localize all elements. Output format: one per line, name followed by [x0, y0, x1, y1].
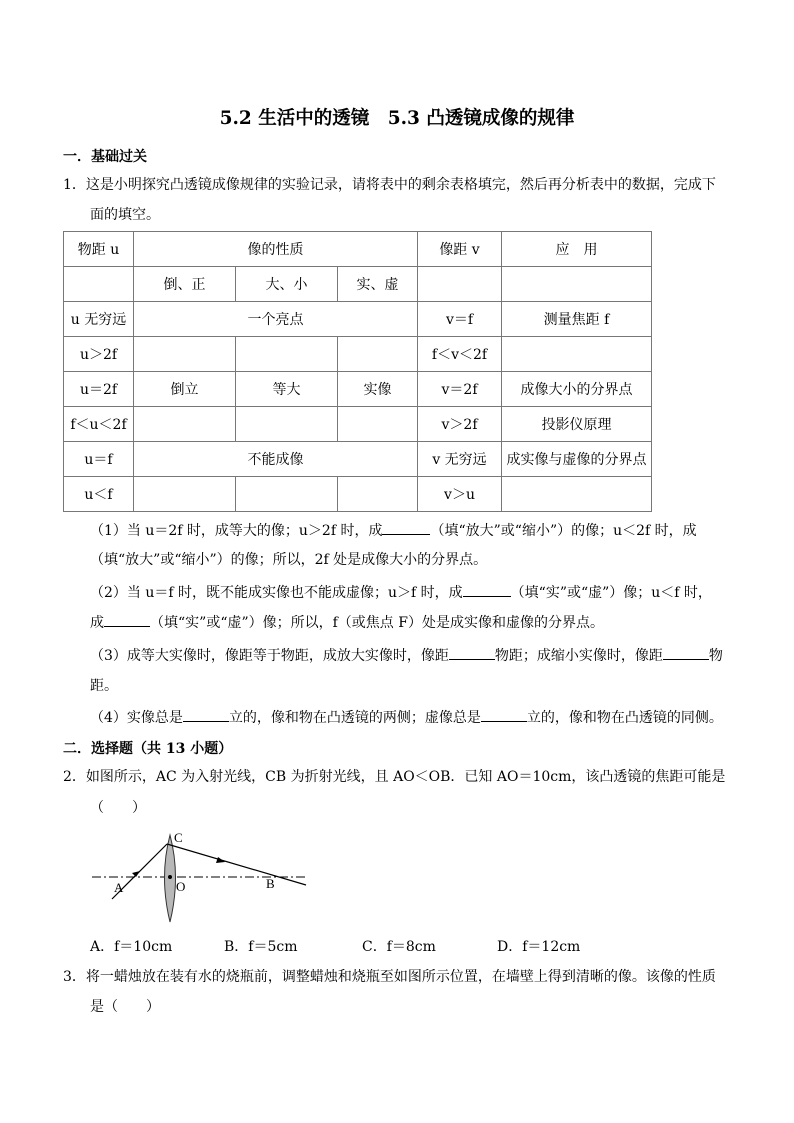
q2-text-line2: （ ） — [90, 800, 146, 816]
section-heading-basics: 一．基础过关 — [63, 149, 147, 165]
answer-blank[interactable] — [183, 707, 229, 722]
cell-realness-blank[interactable] — [338, 477, 418, 512]
table-cell — [418, 267, 502, 302]
table-row — [64, 302, 652, 337]
q3-text-line1: 3．将一蜡烛放在装有水的烧瓶前，调整蜡烛和烧瓶至如图所示位置，在墙壁上得到清晰的像。该像的性质 — [63, 969, 716, 985]
cell-v: f＜v＜2f — [418, 337, 502, 372]
label-o: O — [176, 879, 186, 894]
cell-app: 投影仪原理 — [502, 407, 652, 442]
q3-text-line2: 是（ ） — [90, 999, 160, 1015]
option-a[interactable]: A．f＝10cm — [90, 939, 173, 955]
text: 物 — [708, 648, 723, 664]
label-a: A — [114, 880, 124, 895]
answer-blank[interactable] — [463, 582, 511, 597]
text: 成 — [90, 615, 104, 631]
refracted-ray — [167, 844, 306, 885]
cell-u: u＝2f — [64, 372, 134, 407]
arrow-icon — [132, 871, 140, 877]
cell-size-blank[interactable] — [236, 477, 338, 512]
text: 立的，像和物在凸透镜的同侧。 — [526, 710, 723, 726]
option-c[interactable]: C．f＝8cm — [362, 939, 436, 955]
table-row — [64, 442, 652, 477]
q1-part2-line2 — [90, 612, 604, 633]
q1-part4 — [90, 707, 723, 728]
text: （填“实”或“虚”）像；所以，f（或焦点 F）处是成实像和虚像的分界点。 — [150, 615, 604, 631]
table-row — [64, 372, 652, 407]
lens-diagram — [88, 827, 318, 927]
cell-realness-blank[interactable] — [338, 337, 418, 372]
cell-u: f＜u＜2f — [64, 407, 134, 442]
q1-part3-line2: 距。 — [90, 678, 118, 694]
section-heading-choice: 二．选择题（共 13 小题） — [63, 741, 233, 757]
table-cell — [64, 267, 134, 302]
text: （4）实像总是 — [90, 710, 183, 726]
cell-orientation: 倒立 — [134, 372, 236, 407]
text: （1）当 u＝2f 时，成等大的像；u＞2f 时，成 — [90, 523, 383, 539]
header-orientation: 倒、正 — [134, 267, 236, 302]
answer-blank[interactable] — [663, 645, 709, 660]
page-title: 5.2 生活中的透镜 5.3 凸透镜成像的规律 — [219, 108, 575, 129]
cell-v: v＝f — [418, 302, 502, 337]
q1-text-line2: 面的填空。 — [90, 207, 160, 223]
cell-size-blank[interactable] — [236, 407, 338, 442]
answer-blank[interactable] — [481, 707, 527, 722]
cell-realness-blank[interactable] — [338, 407, 418, 442]
q1-part3-line1 — [90, 645, 723, 666]
q1-text-line1: 1．这是小明探究凸透镜成像规律的实验记录，请将表中的剩余表格填完，然后再分析表中的数据，完成下 — [63, 177, 716, 193]
cell-u: u＞2f — [64, 337, 134, 372]
header-image-nature: 像的性质 — [134, 232, 418, 267]
cell-app-blank[interactable] — [502, 477, 652, 512]
cell-orientation-blank[interactable] — [134, 407, 236, 442]
table-row — [64, 477, 652, 512]
cell-size-blank[interactable] — [236, 337, 338, 372]
text: （填“实”或“虚”）像；u＜f 时， — [510, 585, 712, 601]
table-row — [64, 407, 652, 442]
answer-blank[interactable] — [104, 612, 150, 627]
cell-v: v＞u — [418, 477, 502, 512]
arrow-icon — [216, 857, 225, 863]
option-d[interactable]: D．f＝12cm — [497, 939, 581, 955]
answer-blank[interactable] — [382, 520, 430, 535]
cell-realness: 实像 — [338, 372, 418, 407]
answer-blank[interactable] — [449, 645, 495, 660]
cell-merged: 不能成像 — [134, 442, 418, 477]
q1-part1-line2: （填“放大”或“缩小”）的像；所以，2f 处是成像大小的分界点。 — [90, 552, 488, 568]
cell-v: v＞2f — [418, 407, 502, 442]
cell-orientation-blank[interactable] — [134, 337, 236, 372]
cell-u: u＜f — [64, 477, 134, 512]
q1-part1-line1 — [90, 520, 697, 541]
header-image-distance: 像距 v — [418, 232, 502, 267]
option-b[interactable]: B．f＝5cm — [224, 939, 298, 955]
cell-u: u 无穷远 — [64, 302, 134, 337]
cell-app-blank[interactable] — [502, 337, 652, 372]
text: 立的，像和物在凸透镜的两侧；虚像总是 — [228, 710, 481, 726]
text: 物距；成缩小实像时，像距 — [494, 648, 663, 664]
cell-merged: 一个亮点 — [134, 302, 418, 337]
cell-app: 测量焦距 f — [502, 302, 652, 337]
q1-part2-line1 — [90, 582, 712, 603]
optical-center-dot — [168, 875, 172, 879]
cell-u: u＝f — [64, 442, 134, 477]
experiment-record-table — [63, 231, 652, 512]
text: （填“放大”或“缩小”）的像；u＜2f 时，成 — [430, 523, 697, 539]
text: （2）当 u＝f 时，既不能成实像也不能成虚像；u＞f 时，成 — [90, 585, 463, 601]
text: （3）成等大实像时，像距等于物距，成放大实像时，像距 — [90, 648, 449, 664]
table-cell — [502, 267, 652, 302]
cell-orientation-blank[interactable] — [134, 477, 236, 512]
cell-app: 成像大小的分界点 — [502, 372, 652, 407]
header-application: 应 用 — [502, 232, 652, 267]
cell-v: v 无穷远 — [418, 442, 502, 477]
header-object-distance: 物距 u — [64, 232, 134, 267]
cell-v: v＝2f — [418, 372, 502, 407]
table-row — [64, 337, 652, 372]
header-size: 大、小 — [236, 267, 338, 302]
label-c: C — [174, 830, 183, 845]
q2-text-line1: 2．如图所示，AC 为入射光线，CB 为折射光线，且 AO＜OB．已知 AO＝10cm，该凸透镜的焦距可能是 — [63, 769, 726, 785]
label-b: B — [266, 876, 275, 891]
cell-size: 等大 — [236, 372, 338, 407]
header-realness: 实、虚 — [338, 267, 418, 302]
cell-app: 成实像与虚像的分界点 — [502, 442, 652, 477]
